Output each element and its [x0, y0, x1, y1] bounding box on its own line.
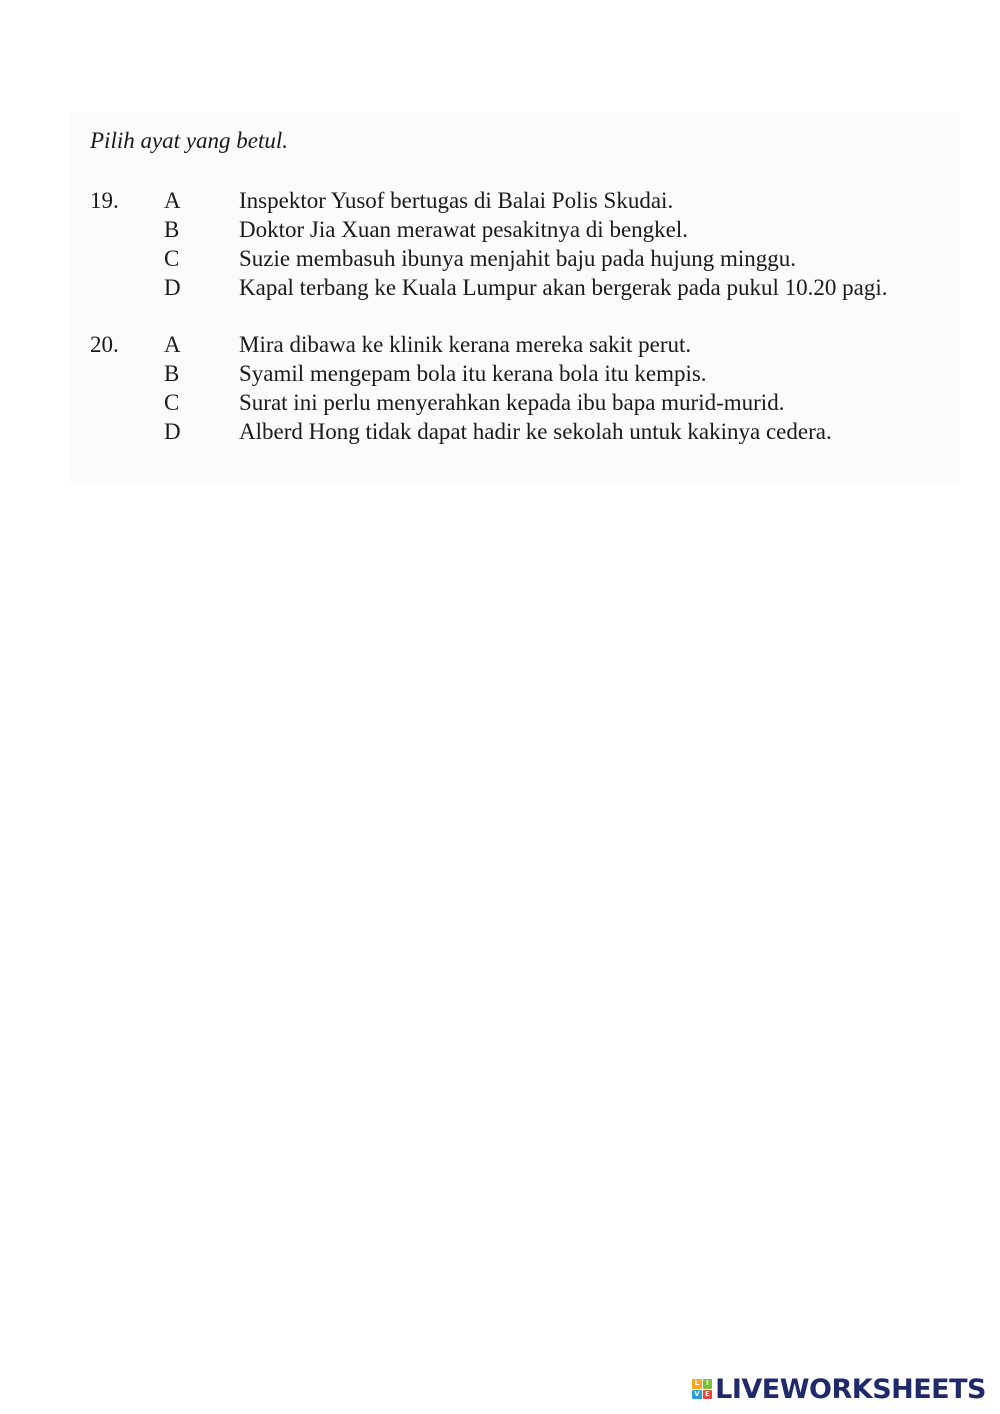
instruction-text: Pilih ayat yang betul. — [90, 128, 289, 153]
option-letter: C — [164, 246, 180, 271]
option-text: Surat ini perlu menyerahkan kepada ibu bapa murid-murid. — [239, 390, 785, 415]
option-text: Doktor Jia Xuan merawat pesakitnya di bengkel. — [239, 217, 689, 242]
option-row — [0, 359, 1000, 388]
option-letter: B — [164, 361, 180, 386]
option-row — [0, 417, 1000, 446]
option-text: Suzie membasuh ibunya menjahit baju pada hujung minggu. — [239, 246, 797, 271]
option-letter: D — [164, 275, 181, 300]
option-row — [0, 186, 1000, 215]
option-text: Alberd Hong tidak dapat hadir ke sekolah untuk kakinya cedera. — [239, 419, 832, 444]
option-letter: A — [164, 188, 181, 213]
brand-name: LIVEWORKSHEETS — [715, 1373, 986, 1405]
option-row — [0, 244, 1000, 273]
option-text: Inspektor Yusof bertugas di Balai Polis Skudai. — [239, 188, 674, 213]
option-letter: A — [164, 332, 181, 357]
option-text: Syamil mengepam bola itu kerana bola itu kempis. — [239, 361, 707, 386]
option-row — [0, 330, 1000, 359]
logo-cell: L — [692, 1379, 702, 1389]
liveworksheets-brand[interactable] — [692, 1374, 986, 1404]
question-19 — [0, 186, 1000, 302]
question-number: 19. — [90, 188, 119, 213]
option-row — [0, 273, 1000, 302]
liveworksheets-logo-icon — [692, 1379, 712, 1399]
option-letter: C — [164, 390, 180, 415]
logo-cell: V — [692, 1390, 702, 1400]
logo-cell: E — [703, 1390, 713, 1400]
logo-cell: I — [703, 1379, 713, 1389]
option-row — [0, 388, 1000, 417]
question-number: 20. — [90, 332, 119, 357]
option-letter: B — [164, 217, 180, 242]
option-text: Kapal terbang ke Kuala Lumpur akan bergerak pada pukul 10.20 pagi. — [239, 275, 888, 300]
option-row — [0, 215, 1000, 244]
option-letter: D — [164, 419, 181, 444]
option-text: Mira dibawa ke klinik kerana mereka sakit perut. — [239, 332, 692, 357]
question-20 — [0, 330, 1000, 446]
